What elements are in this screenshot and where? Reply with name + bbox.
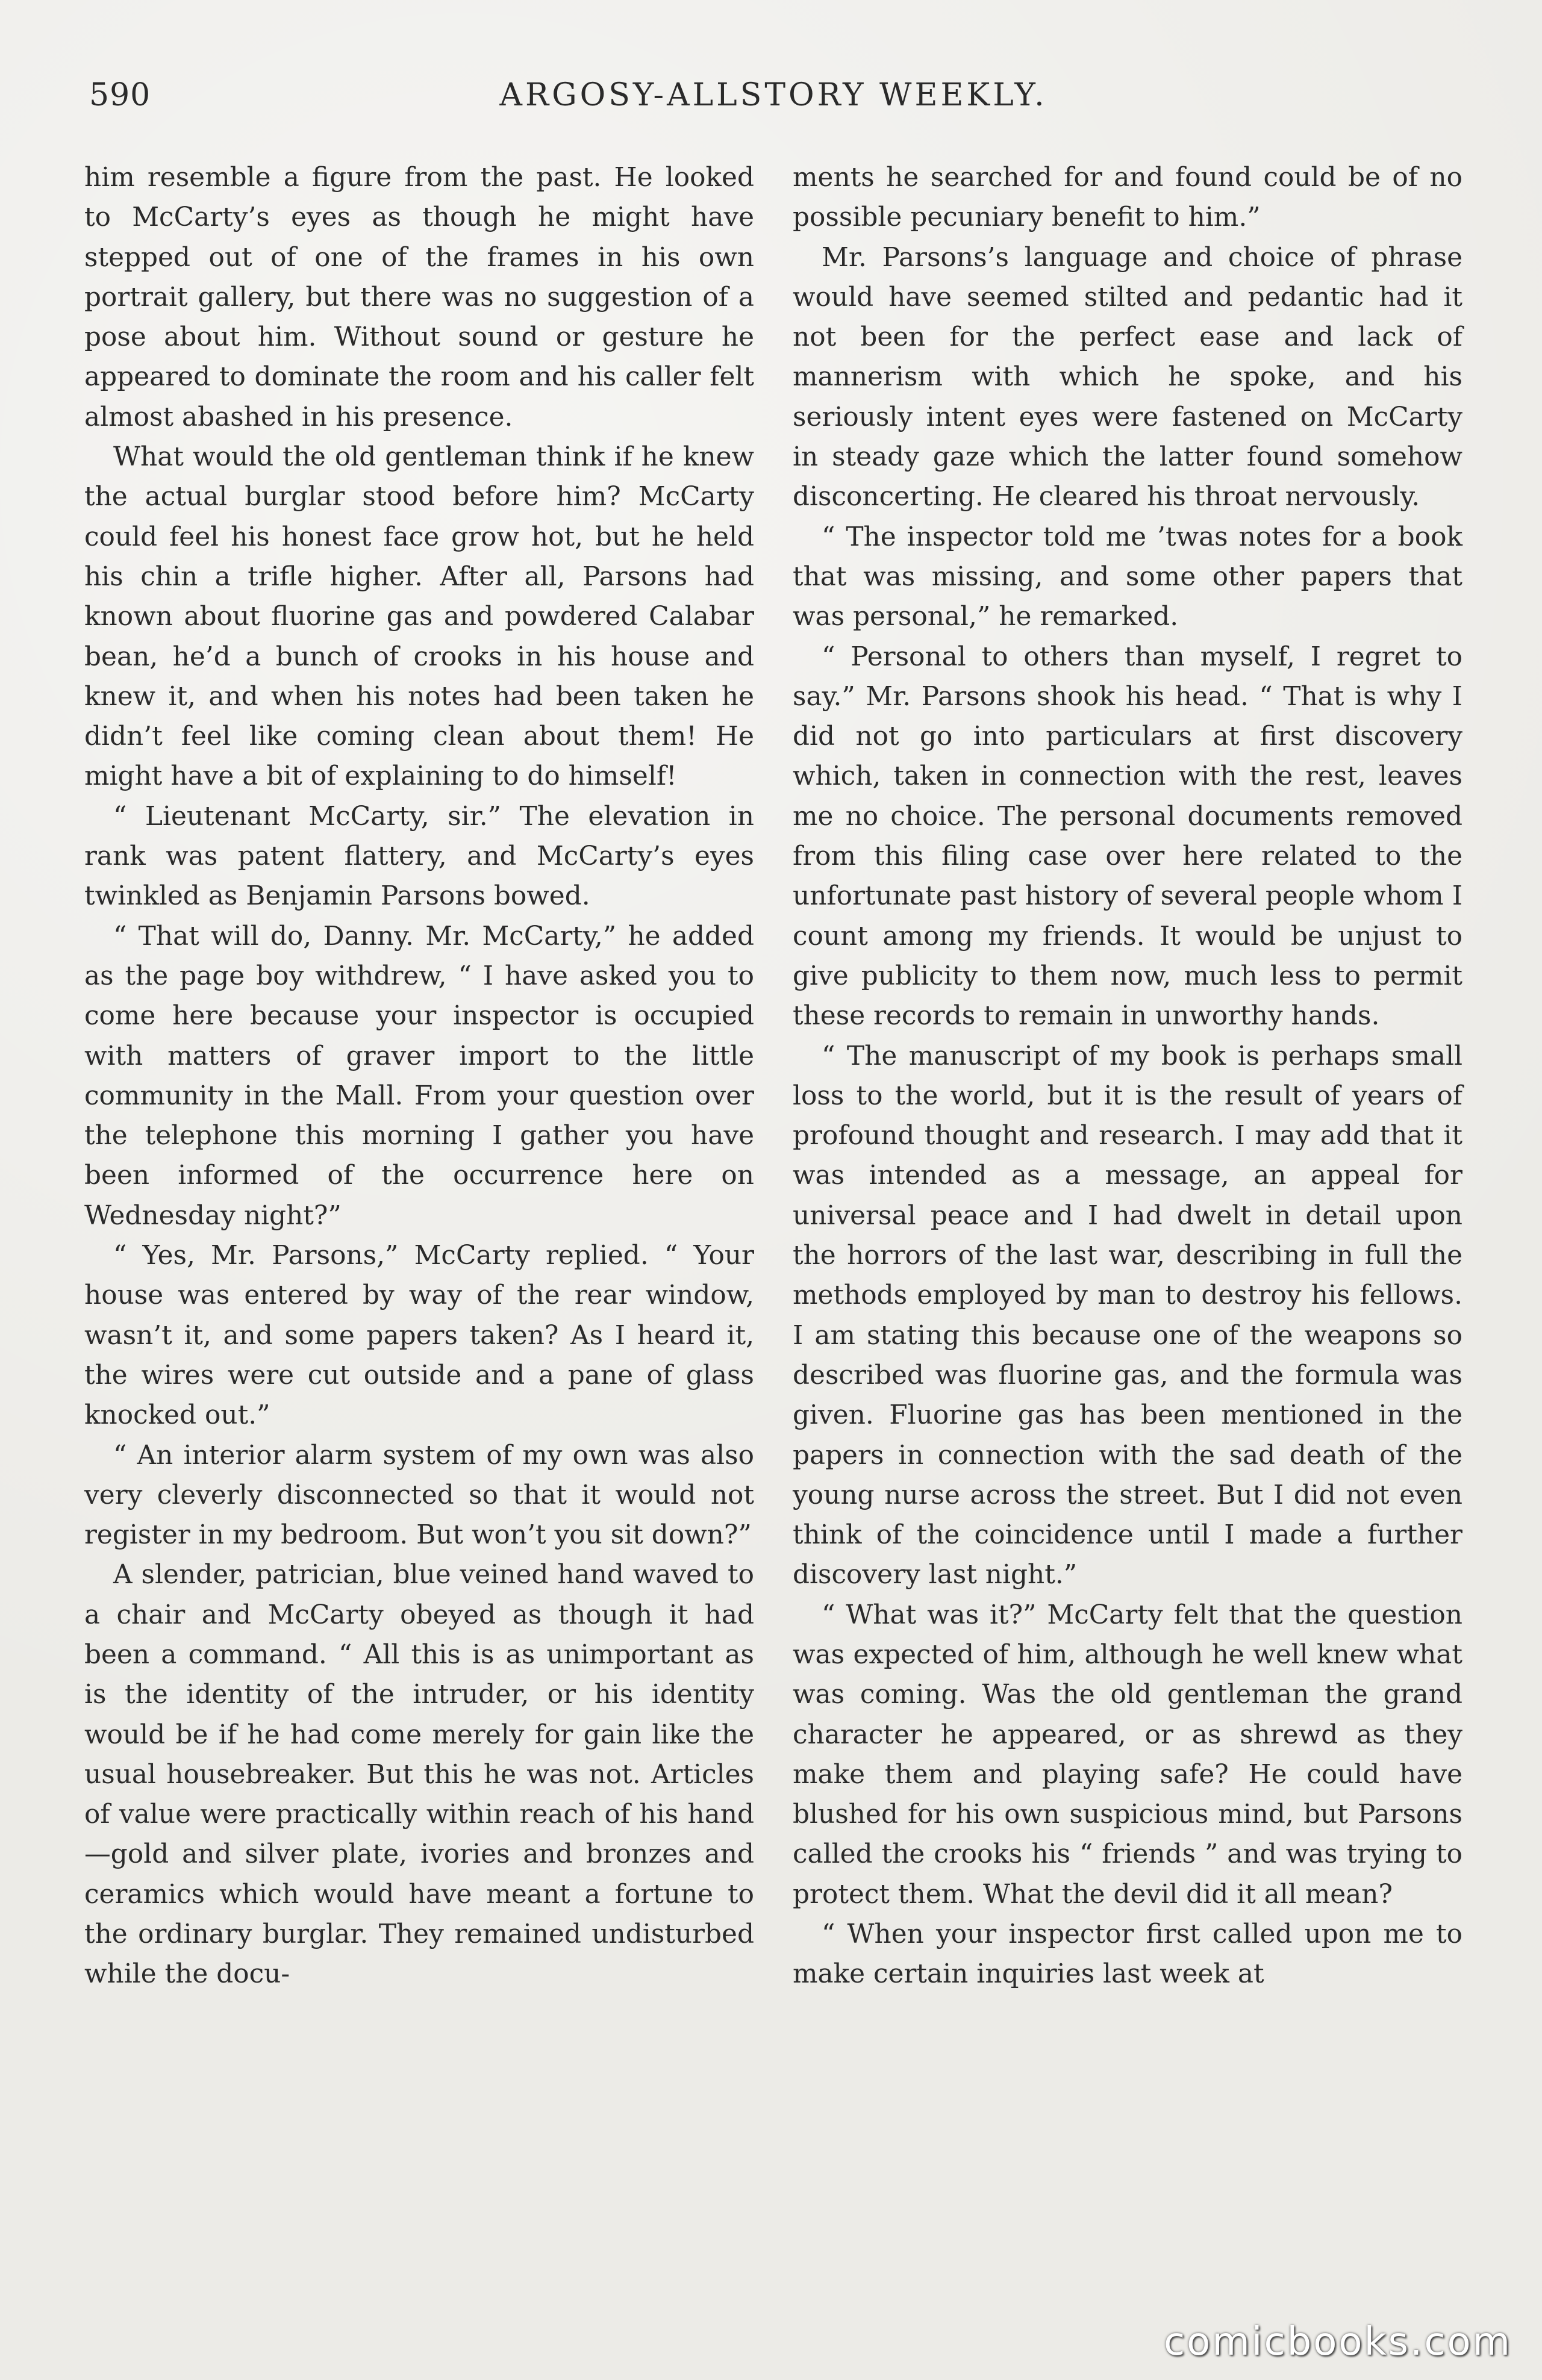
paragraph: What would the old gentleman think if he knew the actual burglar stood before him? McCarty could feel his honest face grow hot, but he held his chin a trifle higher. After all, Parsons had known about fluorine gas and powdered Calabar bean, he’d a bunch of crooks in his house and knew it, and when his notes had been taken he didn’t feel like coming clean about them! He might have a bit of explaining to do himself! <box>84 441 754 792</box>
right-column <box>793 158 1462 1995</box>
paragraph: “ The inspector told me ’twas notes for a book that was missing, and some other papers that was personal,” he remarked. <box>793 521 1462 632</box>
running-title: ARGOSY-ALLSTORY WEEKLY. <box>499 77 1047 113</box>
paragraph: “ Personal to others than myself, I regret to say.” Mr. Parsons shook his head. “ That is why I did not go into particulars at first discovery which, taken in connection with the rest, leaves me no choice. The personal documents removed from this filing case over here related to the unfortunate past history of several people whom I count among my friends. It would be unjust to give publicity to them now, much less to permit these records to remain in unworthy hands. <box>793 641 1462 1032</box>
paragraph: Mr. Parsons’s language and choice of phrase would have seemed stilted and pedantic had it not been for the perfect ease and lack of mannerism with which he spoke, and his seriously intent eyes were fastened on McCarty in steady gaze which the latter found somehow disconcerting. He cleared his throat nervously. <box>793 241 1462 512</box>
paragraph: “ What was it?” McCarty felt that the question was expected of him, although he well knew what was coming. Was the old gentleman the grand character he appeared, or as shrewd as they make them and playing safe? He could have blushed for his own suspicious mind, but Parsons called the crooks his “ friends ” and was trying to protect them. What the devil did it all mean? <box>793 1599 1462 1910</box>
page-header <box>89 77 1458 137</box>
paragraph: “ Lieutenant McCarty, sir.” The elevation in rank was patent flattery, and McCarty’s eyes twinkled as Benjamin Parsons bowed. <box>84 800 754 912</box>
paragraph: “ When your inspector first called upon me to make certain inquiries last week at <box>793 1919 1462 1990</box>
paragraph: “ An interior alarm system of my own was also very cleverly disconnected so that it would not register in my bedroom. But won’t you sit down?” <box>84 1439 754 1551</box>
watermark: comicbooks.com <box>1163 2320 1512 2364</box>
paragraph: “ The manuscript of my book is perhaps small loss to the world, but it is the result of years of profound thought and research. I may add that it was intended as a message, an appeal for universal peace and I had dwelt in detail upon the horrors of the last war, describing in full the methods employed by man to destroy his fellows. I am stating this because one of the weapons so described was fluorine gas, and the formula was given. Fluorine gas has been mentioned in the papers in connection with the sad death of the young nurse across the street. But I did not even think of the coincidence until I made a further discovery last night.” <box>793 1040 1462 1590</box>
left-column <box>84 158 754 1995</box>
paragraph: A slender, patrician, blue veined hand waved to a chair and McCarty obeyed as though it had been a command. “ All this is as unimportant as is the identity of the intruder, or his identity would be if he had come merely for gain like the usual housebreaker. But this he was not. Articles of value were practically within reach of his hand—gold and silver plate, ivories and bronzes and ceramics which would have meant a fortune to the ordinary burglar. They remained undisturbed while the docu- <box>84 1559 754 1990</box>
paragraph: him resemble a figure from the past. He looked to McCarty’s eyes as though he might have stepped out of one of the frames in his own portrait gallery, but there was no suggestion of a pose about him. Without sound or gesture he appeared to dominate the room and his caller felt almost abashed in his presence. <box>84 162 754 432</box>
paragraph: ments he searched for and found could be of no possible pecuniary benefit to him.” <box>793 162 1462 233</box>
paragraph: “ That will do, Danny. Mr. McCarty,” he added as the page boy withdrew, “ I have asked you to come here because your inspector is occupied with matters of graver import to the little community in the Mall. From your question over the telephone this morning I gather you have been informed of the occurrence here on Wednesday night?” <box>84 920 754 1231</box>
paragraph: “ Yes, Mr. Parsons,” McCarty replied. “ Your house was entered by way of the rear window, wasn’t it, and some papers taken? As I heard it, the wires were cut outside and a pane of glass knocked out.” <box>84 1240 754 1431</box>
page-number: 590 <box>89 77 151 113</box>
